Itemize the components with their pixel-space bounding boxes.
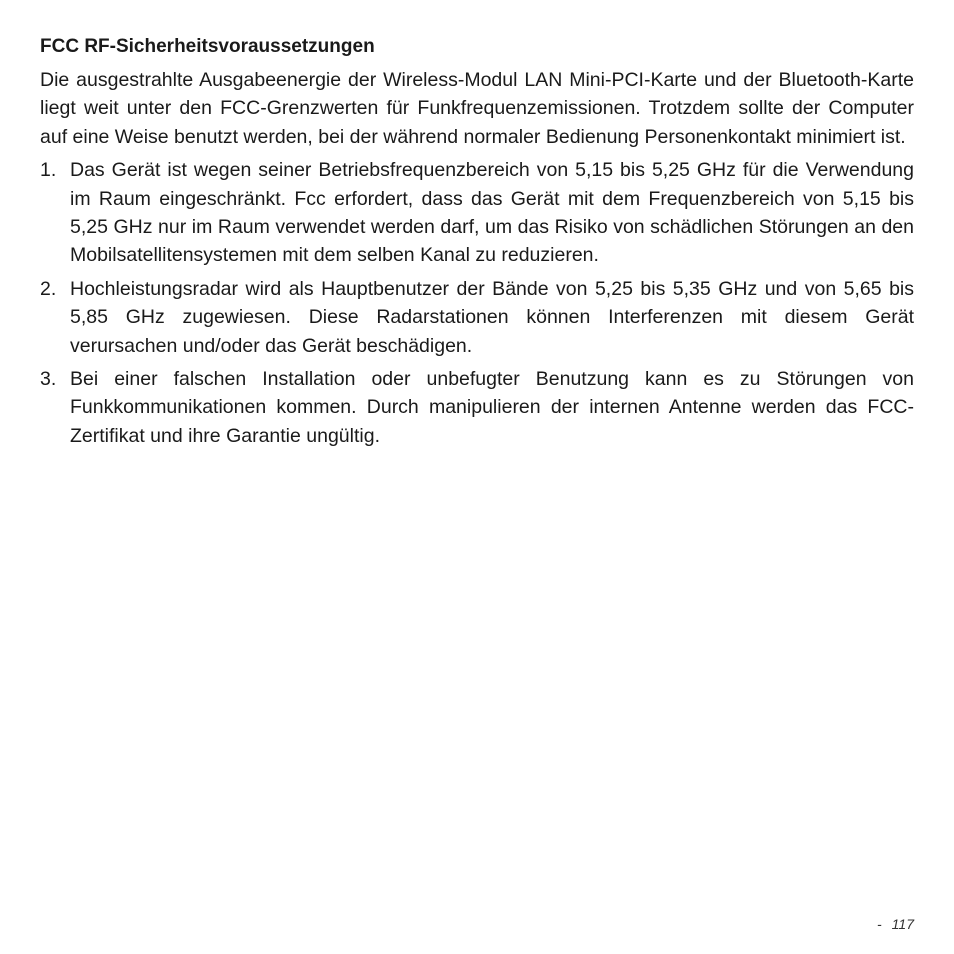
list-item [40, 365, 914, 450]
section-heading: FCC RF-Sicherheitsvoraussetzungen [40, 36, 375, 57]
list-item-text: Bei einer falschen Installation oder unbefugter Benutzung kann es zu Störungen von Funkkommunikationen kommen. Durch manipulieren der internen Antenne werden das FCC-Zertifikat und ihre Garantie ungültig. [70, 368, 914, 447]
intro-paragraph: Die ausgestrahlte Ausgabeenergie der Wireless-Modul LAN Mini-PCI-Karte und der Bluetooth-Karte liegt weit unter den FCC-Grenzwerten für Funkfrequenzemissionen. Trotzdem sollte der Computer auf eine Weise benutzt werden, bei der während normaler Bedienung Personenkontakt minimiert ist. [40, 69, 914, 148]
list-item-text: Hochleistungsradar wird als Hauptbenutzer der Bände von 5,25 bis 5,35 GHz und von 5,65 bis 5,85 GHz zugewiesen. Diese Radarstationen können Interferenzen mit diesem Gerät verursachen und/oder das Gerät beschädigen. [70, 277, 914, 357]
footer-dash: - [877, 916, 882, 932]
list-item [40, 156, 914, 270]
list-item-number: 2. [40, 277, 57, 300]
list-item-number: 3. [40, 368, 57, 391]
page-footer [877, 916, 914, 932]
numbered-list [40, 156, 914, 450]
page-number: 117 [891, 916, 914, 932]
list-item-text: Das Gerät ist wegen seiner Betriebsfrequenzbereich von 5,15 bis 5,25 GHz für die Verwendung im Raum eingeschränkt. Fcc erfordert, dass das Gerät mit dem Frequenzbereich von 5,15 bis 5,25 GHz nur im Raum verwendet werden darf, um das Risiko von schädlichen Störungen an den Mobilsatellitensystemen mit dem selben Kanal zu reduzieren. [70, 159, 914, 267]
list-item [40, 275, 914, 360]
list-item-number: 1. [40, 159, 57, 182]
document-page [40, 34, 914, 455]
